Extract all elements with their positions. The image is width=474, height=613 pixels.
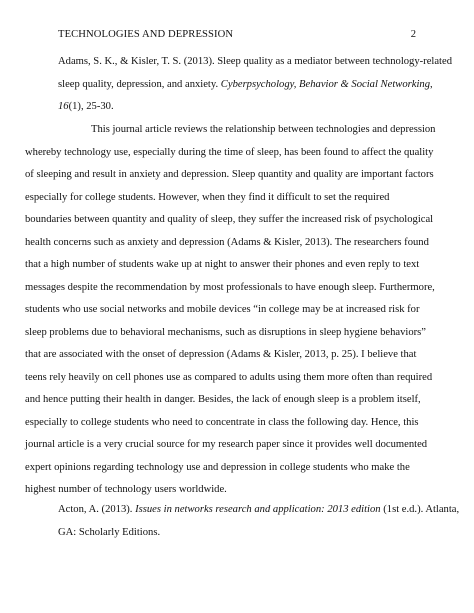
annotation-line: health concerns such as anxiety and depression (Adams & Kisler, 2013). The researchers found <box>25 236 429 248</box>
annotation-line: sleep problems due to behavioral mechanisms, such as disruptions in sleep hygiene behaviors” <box>25 326 426 338</box>
reference-title: sleep quality, depression, and anxiety. <box>58 78 221 90</box>
annotation-line: boundaries between quantity and quality of sleep, they suffer the increased risk of psychological <box>25 214 434 225</box>
page-header <box>58 28 416 42</box>
annotation-line: expert opinions regarding technology use and depression in college students who make the <box>25 461 410 473</box>
page-number: 2 <box>410 29 416 40</box>
journal-issue-pages: (1), 25-30. <box>68 101 114 112</box>
annotation-paragraph <box>25 119 436 502</box>
journal-separator: , <box>430 78 433 90</box>
reference-line <box>58 96 418 119</box>
annotation-line: that are associated with the onset of depression (Adams & Kisler, 2013, p. 25). I believe that <box>25 349 417 360</box>
annotation-line: highest number of technology users worldwide. <box>25 484 227 495</box>
annotation-line: students who use social networks and mobile devices “in college may be at increased risk for <box>25 304 420 315</box>
book-title: Issues in networks research and application: 2013 edition <box>135 504 381 515</box>
book-edition: (1st e.d.). Atlanta, <box>380 504 460 515</box>
annotation-line: This journal article reviews the relationship between technologies and depression <box>91 124 436 135</box>
journal-title: Cyberpsychology, Behavior & Social Networking <box>220 78 430 90</box>
annotation-line: that a high number of students wake up at night to answer their phones and even reply to text <box>25 259 420 270</box>
annotation-line: journal article is a very crucial source for my research paper since it provides well documented <box>25 439 428 450</box>
reference-author-year: Acton, A. (2013). <box>58 504 136 515</box>
annotation-line: whereby technology use, especially during the time of sleep, has been found to affect the quality <box>25 146 434 158</box>
reference-line <box>58 74 433 97</box>
annotation-line: messages despite the recommendation by most professionals to have enough sleep. Furthermore, <box>25 281 435 293</box>
reference-line: Adams, S. K., & Kisler, T. S. (2013). Sleep quality as a mediator between technology-related <box>58 56 453 67</box>
annotation-line: especially to college students who need to concentrate in class the following day. Hence, this <box>25 416 419 428</box>
annotation-line: teens rely heavily on cell phones use as compared to adults using them more often than required <box>25 371 433 383</box>
annotation-line: and hence putting their health in danger. Besides, the lack of enough sleep is a problem itself, <box>25 394 421 405</box>
running-head: TECHNOLOGIES AND DEPRESSION <box>58 29 234 40</box>
journal-volume: 16 <box>58 101 69 112</box>
reference-line <box>58 499 460 522</box>
reference-entry-acton <box>58 499 460 544</box>
annotation-line: of sleeping and result in anxiety and depression. Sleep quantity and quality are important factors <box>25 169 434 180</box>
reference-line: GA: Scholarly Editions. <box>58 526 161 538</box>
annotation-line: especially for college students. However, when they find it difficult to set the required <box>25 191 390 203</box>
reference-entry-adams-kisler <box>58 51 453 119</box>
